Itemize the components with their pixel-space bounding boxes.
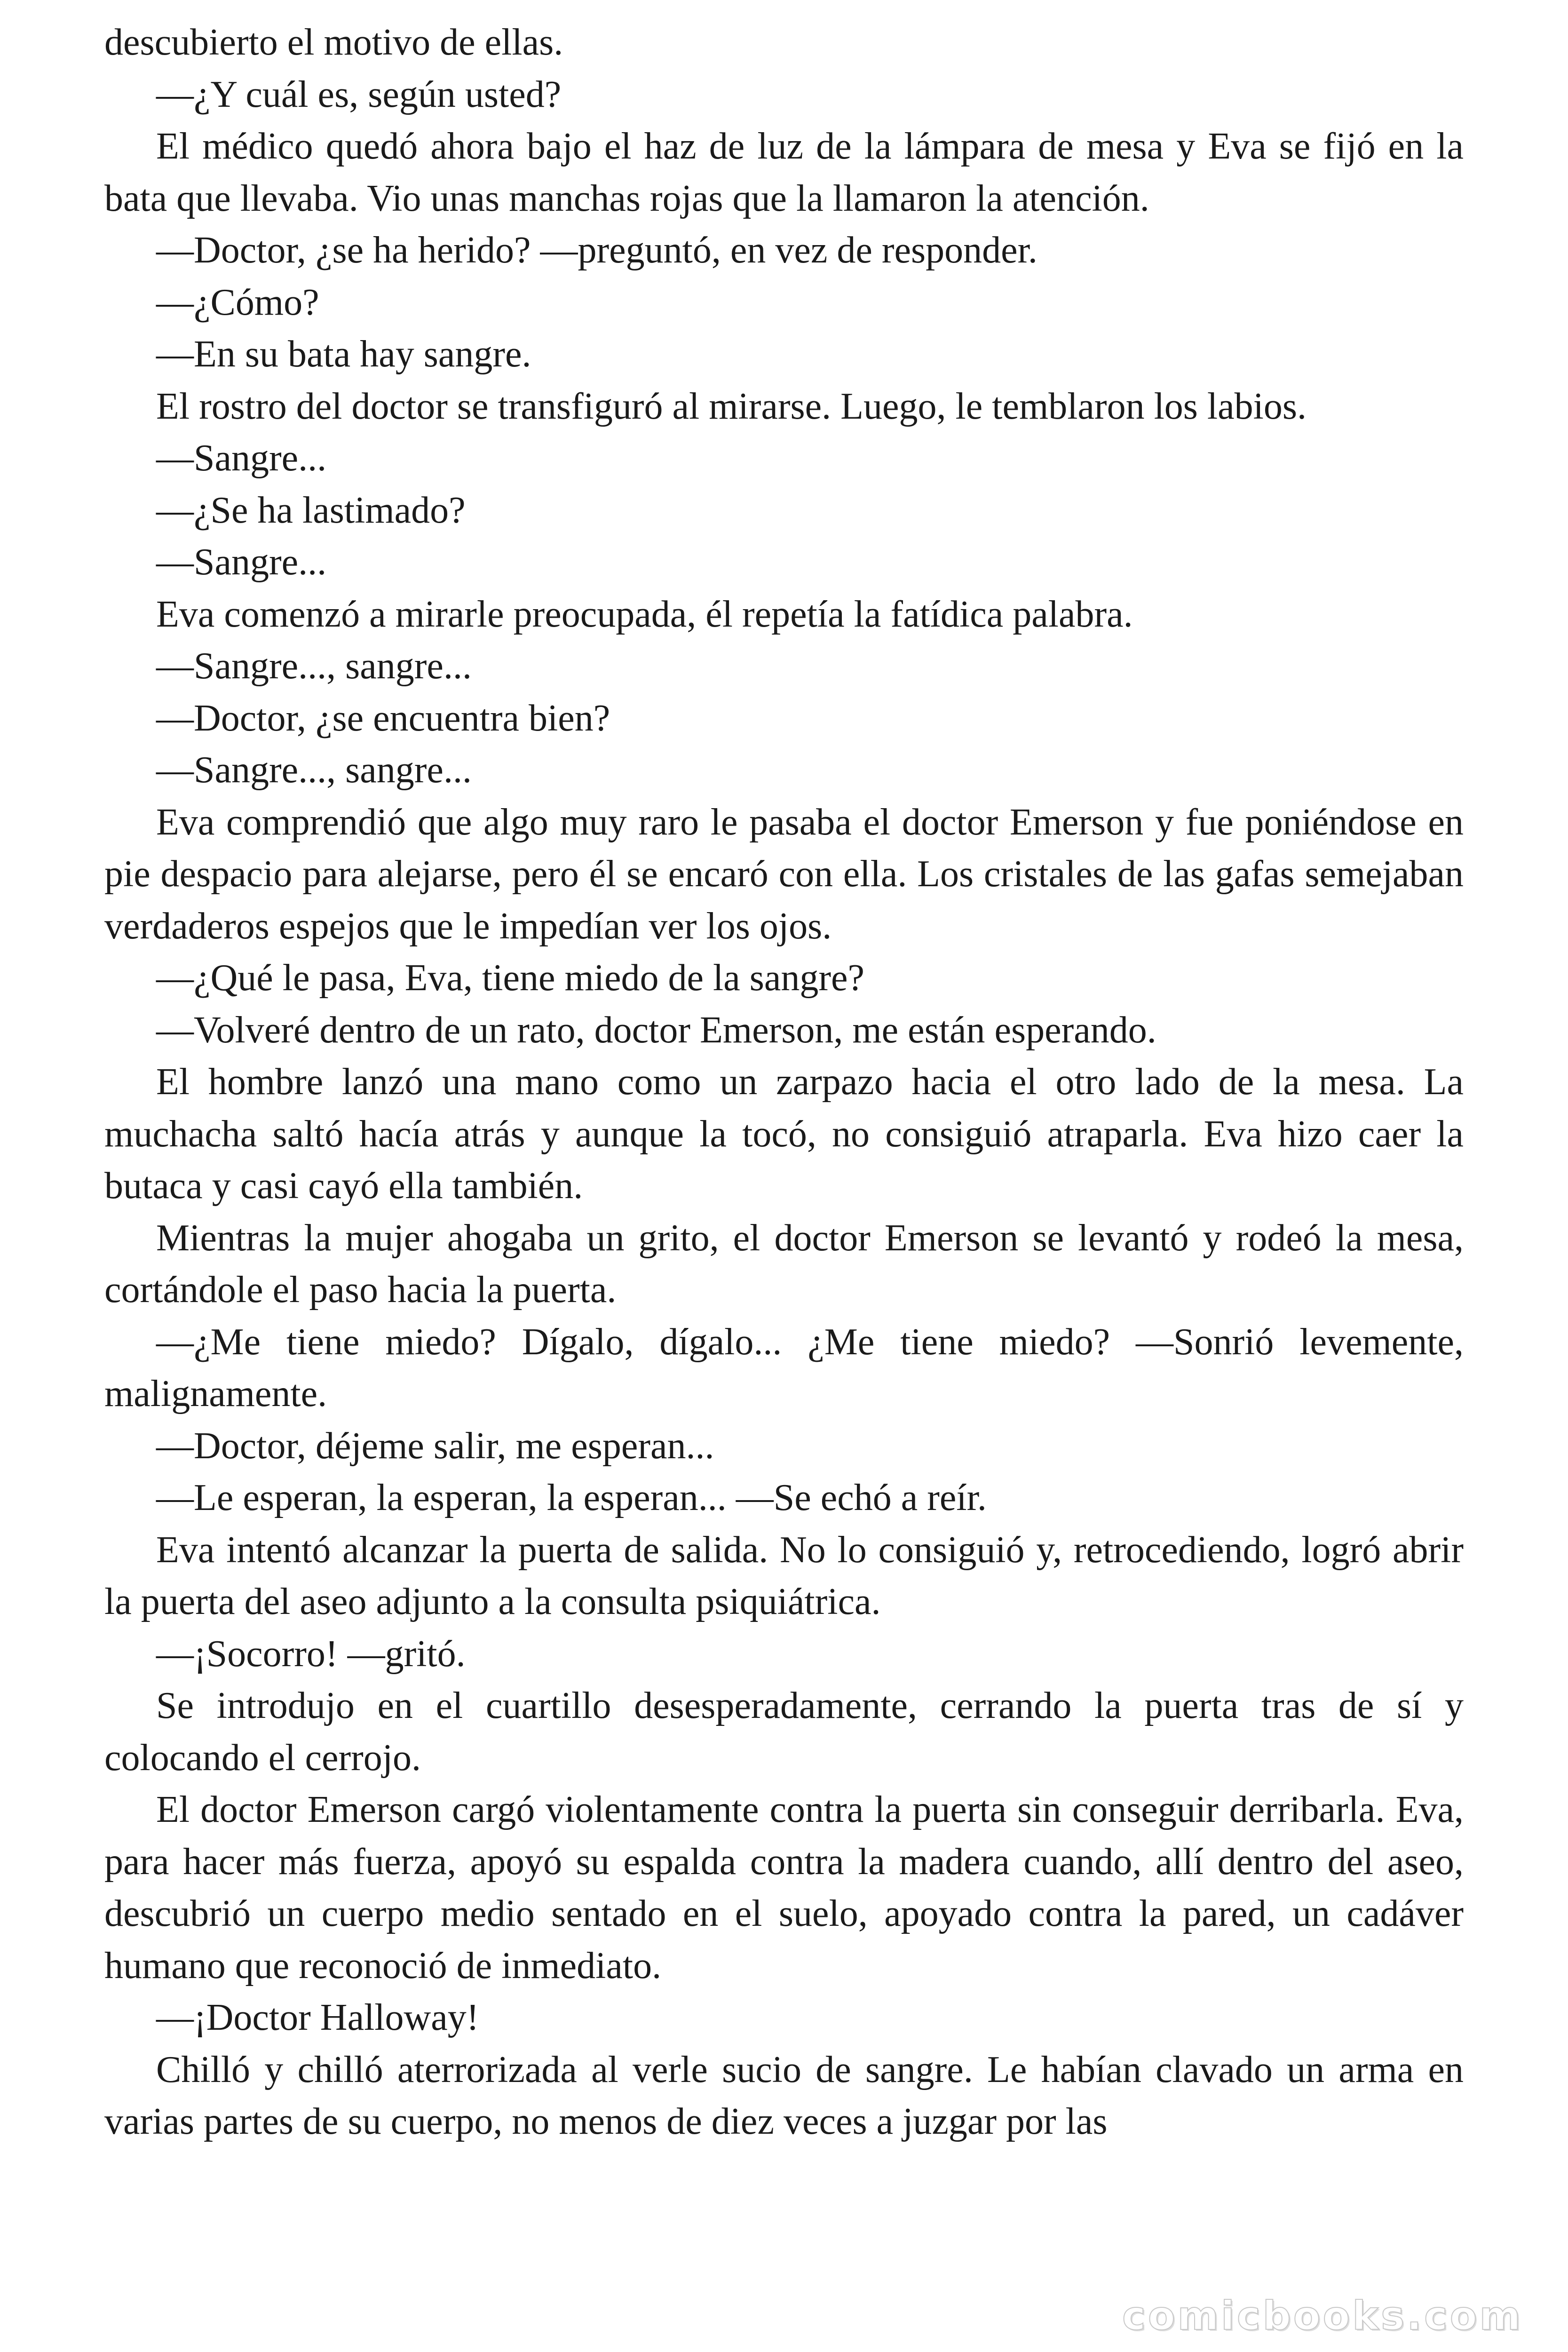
paragraph: Chilló y chilló aterrorizada al verle sucio de sangre. Le habían clavado un arma en varias partes de su cuerpo, no menos de diez veces a juzgar por las <box>104 2049 1464 2142</box>
paragraph: —Le esperan, la esperan, la esperan... —Se echó a reír. <box>156 1477 987 1518</box>
paragraph: —¿Y cuál es, según usted? <box>156 73 562 115</box>
paragraph: —En su bata hay sangre. <box>156 334 531 375</box>
paragraph: —¿Se ha lastimado? <box>156 489 466 531</box>
paragraph: —¡Doctor Halloway! <box>156 1997 479 2038</box>
watermark-logo: comicbooks.com <box>1122 2293 1523 2339</box>
paragraph: Mientras la mujer ahogaba un grito, el doctor Emerson se levantó y rodeó la mesa, cortándole el paso hacia la puerta. <box>104 1217 1464 1311</box>
paragraph: —Sangre..., sangre... <box>156 749 472 791</box>
paragraph: —Sangre... <box>156 541 327 583</box>
paragraph: El doctor Emerson cargó violentamente contra la puerta sin conseguir derribarla. Eva, para hacer más fuerza, apoyó su espalda contra la madera cuando, allí dentro del aseo, descubrió un cuerpo medio sentado en el suelo, apoyado contra la pared, un cadáver humano que reconoció de inmediato. <box>104 1789 1464 1986</box>
paragraph: El rostro del doctor se transfiguró al mirarse. Luego, le temblaron los labios. <box>156 385 1307 427</box>
paragraph: Eva comenzó a mirarle preocupada, él repetía la fatídica palabra. <box>156 593 1133 635</box>
paragraph: —Doctor, ¿se ha herido? —preguntó, en vez de responder. <box>156 230 1037 271</box>
paragraph: —¿Qué le pasa, Eva, tiene miedo de la sangre? <box>156 957 865 999</box>
paragraph: Se introdujo en el cuartillo desesperadamente, cerrando la puerta tras de sí y colocando el cerrojo. <box>104 1685 1464 1779</box>
book-page-text <box>104 16 1464 2148</box>
paragraph: El médico quedó ahora bajo el haz de luz de la lámpara de mesa y Eva se fijó en la bata que llevaba. Vio unas manchas rojas que la llamaron la atención. <box>104 126 1464 219</box>
paragraph: Eva comprendió que algo muy raro le pasaba el doctor Emerson y fue poniéndose en pie despacio para alejarse, pero él se encaró con ella. Los cristales de las gafas semejaban verdaderos espejos que le impedían ver los ojos. <box>104 801 1464 947</box>
paragraph: —¡Socorro! —gritó. <box>156 1633 466 1675</box>
paragraph: —Volveré dentro de un rato, doctor Emerson, me están esperando. <box>156 1009 1156 1051</box>
paragraph: —Doctor, déjeme salir, me esperan... <box>156 1425 714 1467</box>
paragraph: —Sangre... <box>156 437 327 479</box>
paragraph: El hombre lanzó una mano como un zarpazo hacia el otro lado de la mesa. La muchacha saltó hacía atrás y aunque la tocó, no consiguió atraparla. Eva hizo caer la butaca y casi cayó ella también. <box>104 1061 1464 1207</box>
paragraph: —Sangre..., sangre... <box>156 645 472 687</box>
paragraph: —¿Me tiene miedo? Dígalo, dígalo... ¿Me tiene miedo? —Sonrió levemente, malignamente. <box>104 1321 1464 1414</box>
paragraph: Eva intentó alcanzar la puerta de salida. No lo consiguió y, retrocediendo, logró abrir la puerta del aseo adjunto a la consulta psiquiátrica. <box>104 1529 1464 1622</box>
paragraph: descubierto el motivo de ellas. <box>104 22 563 63</box>
paragraph: —Doctor, ¿se encuentra bien? <box>156 697 610 739</box>
paragraph: —¿Cómo? <box>156 281 319 323</box>
